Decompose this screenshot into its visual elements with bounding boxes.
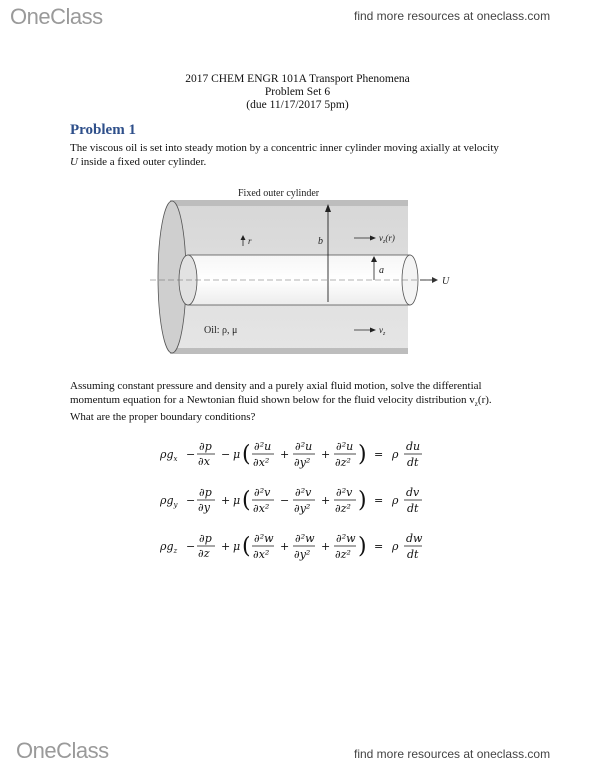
- oneclass-logo-bottom: [16, 738, 109, 764]
- outer-wall-top: [170, 200, 408, 206]
- svg-text:=: =: [374, 448, 384, 461]
- svg-text:): ): [358, 488, 367, 513]
- svg-text:+: +: [280, 448, 290, 461]
- oil-label: Oil: ρ, μ: [204, 325, 238, 336]
- equation-z: [160, 532, 423, 561]
- svg-text:+: +: [321, 448, 331, 461]
- svg-text:∂²v: ∂²v: [295, 486, 312, 499]
- svg-text:∂z²: ∂z²: [335, 502, 351, 515]
- svg-text:∂x²: ∂x²: [253, 548, 270, 561]
- svg-text:∂y²: ∂y²: [294, 548, 311, 561]
- svg-text:∂²u: ∂²u: [295, 440, 313, 453]
- svg-text:ρ: ρ: [392, 448, 399, 461]
- svg-text:∂y²: ∂y²: [294, 456, 311, 469]
- bottom-resources-link[interactable]: find more resources at oneclass.com: [354, 747, 551, 761]
- logo-text: OneClass: [10, 4, 103, 29]
- svg-text:∂²w: ∂²w: [254, 532, 274, 545]
- svg-text:∂p: ∂p: [199, 532, 212, 545]
- svg-text:−: −: [221, 448, 231, 461]
- question-line-1: Assuming constant pressure and density and a purely axial fluid motion, solve the differential: [70, 380, 482, 392]
- svg-text:dt: dt: [407, 456, 419, 469]
- svg-text:∂²v: ∂²v: [254, 486, 271, 499]
- svg-text:∂²u: ∂²u: [254, 440, 272, 453]
- top-resources-link[interactable]: find more resources at oneclass.com: [354, 9, 551, 23]
- svg-text:−: −: [186, 448, 196, 461]
- svg-text:): ): [358, 534, 367, 559]
- svg-text:∂²u: ∂²u: [336, 440, 354, 453]
- svg-text:−: −: [280, 494, 290, 507]
- svg-text:=: =: [374, 540, 384, 553]
- svg-text:−: −: [186, 540, 196, 553]
- svg-text:∂²v: ∂²v: [336, 486, 353, 499]
- problem-heading: Problem 1: [70, 122, 136, 138]
- course-title: 2017 CHEM ENGR 101A Transport Phenomena: [185, 73, 410, 85]
- svg-text:ρgz: $\rho g_z$: [160, 540, 178, 555]
- svg-text:ρgx: $\rho g_x$: [160, 448, 178, 463]
- cylinder-figure: [150, 182, 460, 364]
- svg-text:∂y: ∂y: [198, 501, 210, 514]
- svg-text:∂z²: ∂z²: [335, 548, 351, 561]
- intro-line-2-rest: inside a fixed outer cylinder.: [77, 155, 207, 168]
- problem-question: [70, 380, 550, 425]
- svg-text:=: =: [374, 494, 384, 507]
- svg-text:(: (: [242, 442, 251, 467]
- svg-text:∂x: ∂x: [198, 455, 210, 468]
- svg-text:(: (: [242, 488, 251, 513]
- svg-text:(: (: [242, 534, 251, 559]
- svg-text:μ: μ: [233, 540, 241, 553]
- svg-text:∂²w: ∂²w: [295, 532, 315, 545]
- logo-text: OneClass: [16, 738, 109, 763]
- velocity-var: U: [70, 155, 78, 168]
- svg-text:): ): [358, 442, 367, 467]
- equation-x: [160, 440, 422, 469]
- vz-label: $v_z(r)$: [379, 233, 395, 245]
- svg-text:+: +: [321, 494, 331, 507]
- oil-v-label: $v_z$: [379, 325, 386, 337]
- svg-text:+: +: [280, 540, 290, 553]
- svg-text:−: −: [186, 494, 196, 507]
- intro-line-1: The viscous oil is set into steady motion by a concentric inner cylinder moving axially at velocity: [70, 142, 499, 154]
- svg-text:+: +: [221, 494, 231, 507]
- svg-text:∂z²: ∂z²: [335, 456, 351, 469]
- svg-text:dv: dv: [406, 486, 420, 499]
- b-label: b: [318, 236, 323, 247]
- svg-text:+: +: [321, 540, 331, 553]
- svg-text:∂p: ∂p: [199, 486, 212, 499]
- question-line-3: What are the proper boundary conditions?: [70, 411, 256, 424]
- svg-text:μ: μ: [233, 448, 241, 461]
- svg-text:ρ: ρ: [392, 540, 399, 553]
- svg-text:+: +: [221, 540, 231, 553]
- intro-line-2: [70, 156, 540, 170]
- question-line-2: momentum equation for a Newtonian fluid shown below for the fluid velocity distribution $v_z(r)$.: [70, 393, 492, 408]
- u-arrow-head: [432, 277, 438, 283]
- problem-set-title: Problem Set 6: [264, 86, 331, 98]
- svg-text:∂p: ∂p: [199, 440, 212, 453]
- svg-text:dw: dw: [406, 532, 423, 545]
- oneclass-logo-top: [10, 4, 103, 30]
- svg-text:du: du: [406, 440, 421, 453]
- svg-text:∂y²: ∂y²: [294, 502, 311, 515]
- problem-intro: [70, 142, 540, 169]
- outer-wall-bottom: [170, 348, 408, 354]
- svg-text:dt: dt: [407, 548, 419, 561]
- svg-text:μ: μ: [233, 494, 241, 507]
- outer-cylinder-label: Fixed outer cylinder: [238, 188, 320, 199]
- svg-text:∂²w: ∂²w: [336, 532, 356, 545]
- a-label: a: [379, 265, 384, 276]
- svg-text:∂z: ∂z: [198, 547, 210, 560]
- svg-text:dt: dt: [407, 502, 419, 515]
- r-label: r: [248, 236, 252, 246]
- equation-y: [160, 486, 422, 515]
- momentum-equations: [160, 438, 450, 576]
- svg-text:∂x²: ∂x²: [253, 456, 270, 469]
- due-date: (due 11/17/2017 5pm): [246, 99, 349, 111]
- svg-text:ρ: ρ: [392, 494, 399, 507]
- svg-text:ρgy: $\rho g_y$: [160, 494, 178, 509]
- U-label: U: [442, 276, 450, 287]
- svg-text:∂x²: ∂x²: [253, 502, 270, 515]
